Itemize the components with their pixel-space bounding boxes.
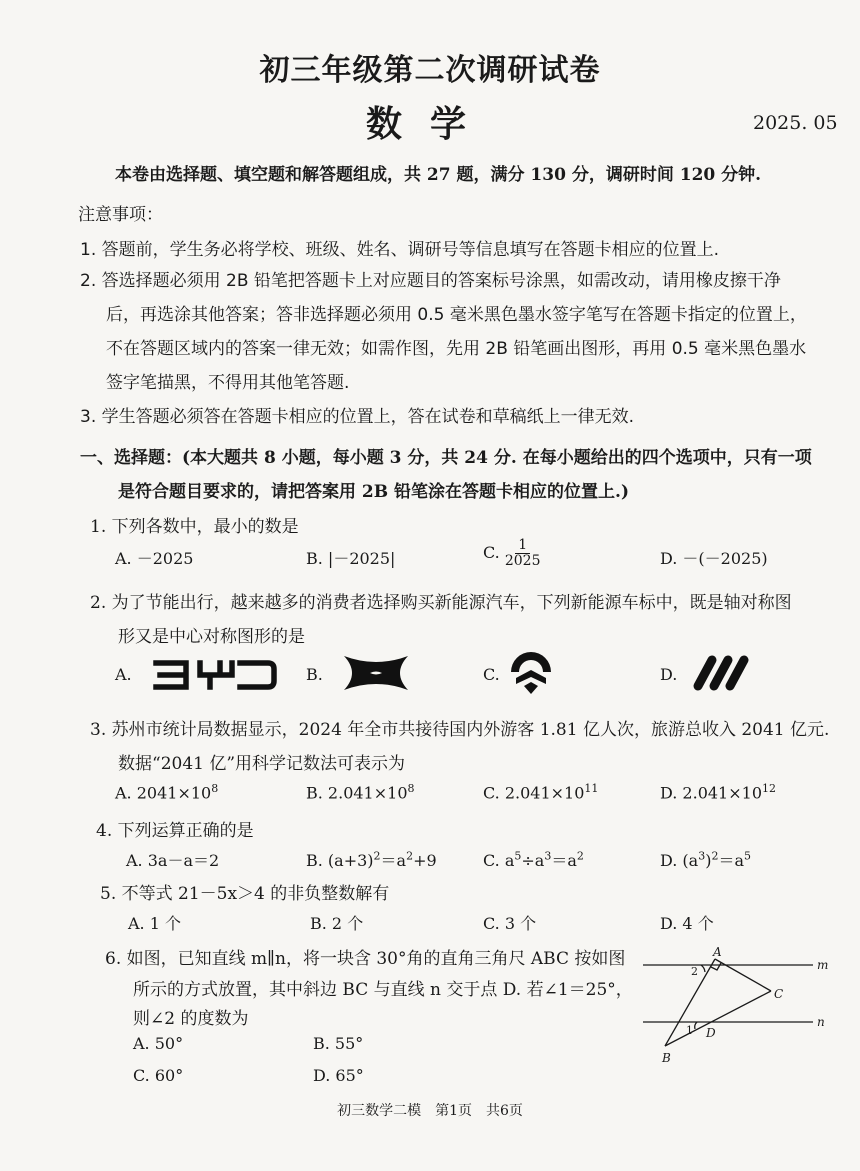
q4-d-part: ＝a	[718, 851, 745, 870]
q5-option-d: D. 4 个	[660, 914, 714, 933]
q6-geometry-figure	[635, 945, 835, 1070]
cross-logo-icon	[340, 652, 412, 694]
question-6-line3: 则∠2 的度数为	[133, 1009, 249, 1029]
question-3-line1: 3. 苏州市统计局数据显示，2024 年全市共接待国内外游客 1.81 亿人次，旅游总收入 2041 亿元.	[90, 720, 830, 740]
section-heading: 一、选择题：(本大题共 8 小题，每小题 3 分，共 24 分. 在每小题给出的四个选项中，只有一项	[80, 448, 812, 468]
fraction-numerator: 1	[515, 538, 530, 554]
angle-2-arc	[701, 965, 705, 972]
note-line: 1. 答题前，学生务必将学校、班级、姓名、调研号等信息填写在答题卡相应的位置上.	[80, 240, 720, 260]
q4-c-part: ÷a	[521, 851, 545, 870]
q4-c-exponent: 3	[544, 849, 552, 863]
q4-b-part: ＝a	[380, 851, 407, 870]
note-line: 后，再选涂其他答案；答非选择题必须用 0.5 毫米黑色墨水签字笔写在答题卡指定的位置上，	[106, 305, 807, 325]
q3-a-base: A. 2041×10	[115, 783, 212, 803]
q2-option-d: D.	[660, 665, 678, 684]
label-angle-1: 1	[686, 1024, 693, 1037]
q4-c-part: C. a	[483, 851, 515, 870]
q3-c-exponent: 11	[584, 782, 599, 795]
label-d: D	[706, 1026, 716, 1040]
q3-option-c	[483, 782, 598, 802]
q4-option-c	[483, 848, 584, 871]
label-angle-2: 2	[691, 965, 698, 978]
note-line: 3. 学生答题必须答在答题卡相应的位置上，答在试卷和草稿纸上一律无效.	[80, 407, 635, 427]
q4-b-part: +9	[413, 851, 437, 870]
exam-date: 2025. 05	[753, 112, 838, 134]
q1-option-d: D. －(－2025)	[660, 549, 768, 568]
q6-option-a: A. 50°	[133, 1034, 184, 1053]
q1-option-b: B. |－2025|	[306, 549, 396, 568]
label-m: m	[817, 958, 829, 972]
q2-option-b: B.	[306, 665, 323, 684]
q3-b-exponent: 8	[407, 782, 415, 795]
q4-d-part: )	[705, 851, 712, 870]
subject-title: 数学	[365, 103, 494, 145]
q4-d-exponent: 5	[744, 849, 752, 863]
q1-option-c-label: C.	[483, 543, 500, 562]
label-b: B	[662, 1051, 671, 1065]
question-3-line2: 数据“2041 亿”用科学记数法可表示为	[118, 754, 406, 774]
q4-option-b	[306, 848, 437, 871]
q2-option-a: A.	[115, 665, 132, 684]
stripes-logo-icon	[690, 652, 750, 694]
label-a: A	[713, 945, 722, 959]
q3-d-exponent: 12	[762, 782, 776, 795]
question-6-line2: 所示的方式放置，其中斜边 BC 与直线 n 交于点 D. 若∠1＝25°，	[133, 980, 633, 1000]
q3-c-base: C. 2.041×10	[483, 783, 585, 803]
note-line: 不在答题区域内的答案一律无效；如需作图，先用 2B 铅笔画出图形，再用 0.5 毫米黑色墨水	[106, 339, 807, 359]
label-c: C	[774, 987, 784, 1001]
q4-b-exponent: 2	[406, 849, 414, 863]
q3-option-d	[660, 782, 776, 802]
q2-option-c: C.	[483, 665, 500, 684]
q4-c-part: ＝a	[551, 851, 577, 870]
q5-option-c: C. 3 个	[483, 914, 537, 933]
q4-option-d	[660, 848, 751, 871]
q4-d-exponent: 3	[698, 849, 706, 863]
byd-logo-icon	[150, 657, 280, 693]
question-4-stem: 4. 下列运算正确的是	[96, 821, 254, 841]
q3-option-b	[306, 782, 415, 802]
note-line: 签字笔描黑，不得用其他笔答题.	[106, 373, 350, 393]
notes-heading: 注意事项：	[78, 205, 163, 225]
q5-option-a: A. 1 个	[128, 914, 181, 933]
nio-logo-icon	[508, 650, 554, 696]
question-2-line2: 形又是中心对称图形的是	[118, 627, 305, 647]
q3-d-base: D. 2.041×10	[660, 783, 762, 803]
paper-title: 初三年级第二次调研试卷	[259, 53, 601, 88]
q4-b-exponent: 2	[373, 849, 381, 863]
note-line: 2. 答选择题必须用 2B 铅笔把答题卡上对应题目的答案标号涂黑，如需改动，请用橡皮擦干净	[80, 271, 781, 291]
q4-c-exponent: 2	[576, 849, 584, 863]
q3-a-exponent: 8	[211, 782, 219, 795]
question-5-stem: 5. 不等式 21－5x＞4 的非负整数解有	[100, 884, 390, 904]
q4-d-exponent: 2	[711, 849, 719, 863]
question-2-line1: 2. 为了节能出行，越来越多的消费者选择购买新能源汽车，下列新能源车标中，既是轴对称图	[90, 593, 792, 613]
page-footer: 初三数学二模 第1页 共6页	[337, 1103, 523, 1119]
section-instruction: 是符合题目要求的，请把答案用 2B 铅笔涂在答题卡相应的位置上.)	[118, 482, 629, 502]
side-ac	[715, 959, 771, 991]
q4-option-a: A. 3a－a＝2	[126, 851, 220, 870]
q1-option-a: A. －2025	[115, 549, 194, 568]
q3-option-a	[115, 782, 218, 802]
q6-option-b: B. 55°	[313, 1034, 364, 1053]
q6-option-c: C. 60°	[133, 1066, 184, 1085]
q4-c-exponent: 5	[514, 849, 522, 863]
q4-d-part: D. (a	[660, 851, 699, 870]
q3-b-base: B. 2.041×10	[306, 783, 408, 803]
intro-text: 本卷由选择题、填空题和解答题组成，共 27 题，满分 130 分，调研时间 120 分钟.	[115, 165, 762, 185]
fraction-denominator: 2025	[504, 553, 541, 569]
q1-option-c	[483, 538, 541, 569]
question-6-line1: 6. 如图，已知直线 m∥n，将一块含 30°角的直角三角尺 ABC 按如图	[105, 949, 626, 969]
q6-option-d: D. 65°	[313, 1066, 364, 1085]
q4-b-part: B. (a+3)	[306, 851, 374, 870]
label-n: n	[817, 1015, 825, 1029]
angle-1-arc	[695, 1022, 697, 1029]
question-1-stem: 1. 下列各数中，最小的数是	[90, 517, 299, 537]
q5-option-b: B. 2 个	[310, 914, 364, 933]
q1-fraction	[505, 538, 541, 569]
